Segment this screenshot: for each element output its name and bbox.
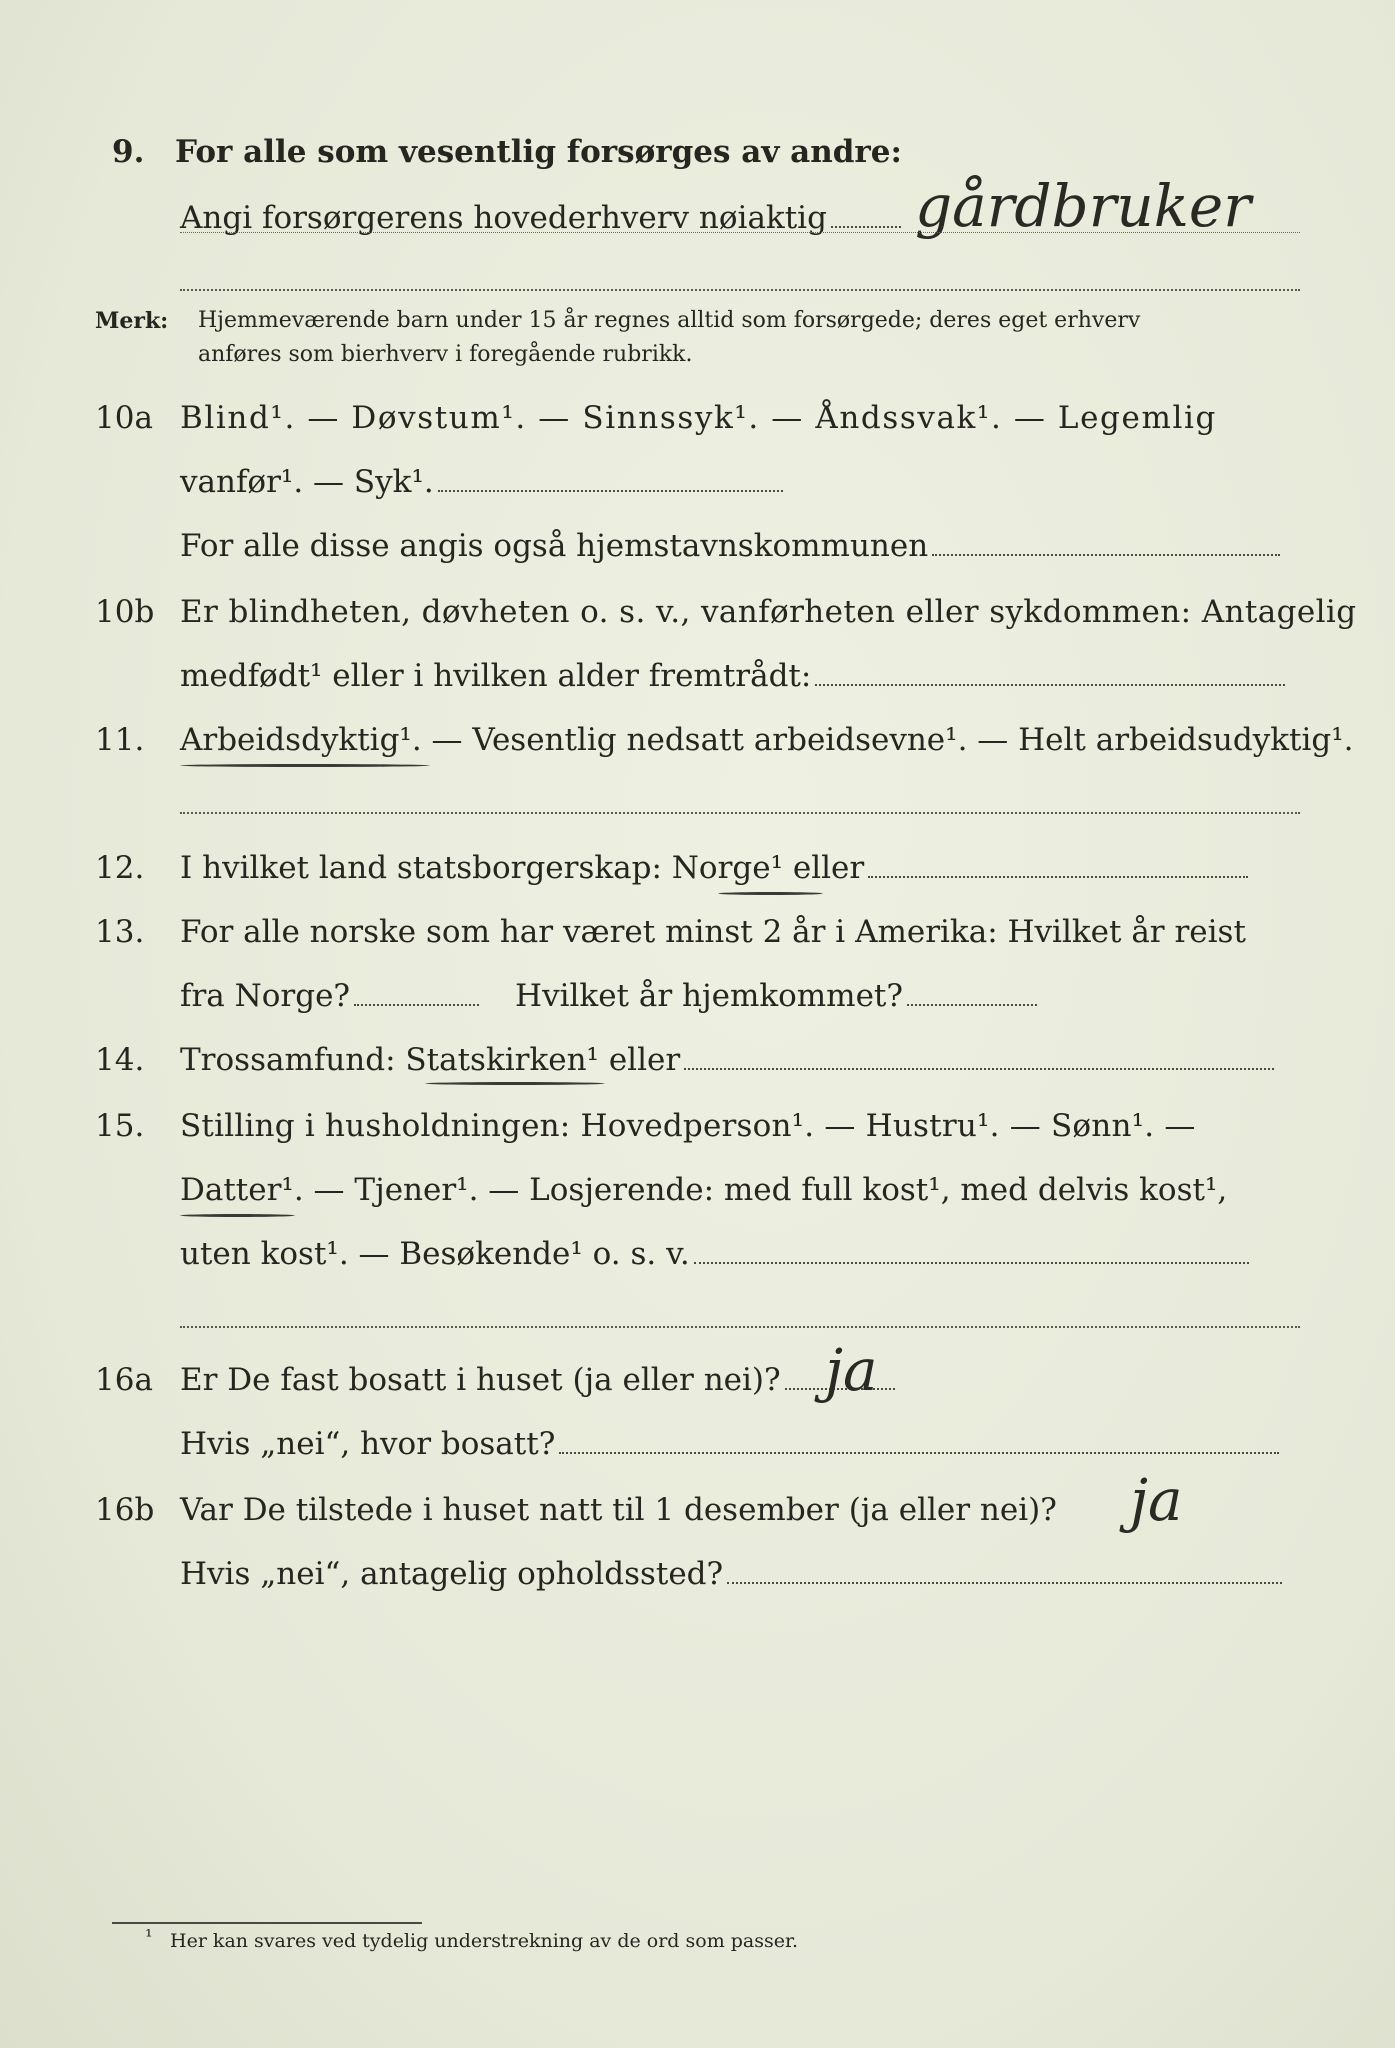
q10a-fill-hjemstavn xyxy=(932,550,1280,556)
merk-line1: Hjemmeværende barn under 15 år regnes alltid som forsørgede; deres eget erhverv xyxy=(198,308,1141,333)
q15-fill xyxy=(694,1258,1249,1264)
q11-line1: Arbeidsdyktig¹. — Vesentlig nedsatt arbeidsevne¹. — Helt arbeidsudyktig¹. xyxy=(180,722,1354,758)
q16a-handwritten-answer: ja xyxy=(825,1336,878,1404)
q16b-line1: Var De tilstede i huset natt til 1 desember (ja eller nei)? xyxy=(180,1492,1057,1528)
q16b-handwritten-answer: ja xyxy=(1130,1466,1183,1534)
q16a-line1-text: Er De fast bosatt i huset (ja eller nei)? xyxy=(180,1362,781,1398)
footnote-rule xyxy=(112,1922,422,1924)
q14-line1-text: Trossamfund: Statskirken¹ eller xyxy=(180,1042,681,1078)
q10b-line2 xyxy=(180,656,1285,696)
merk-line2: anføres som bierhverv i foregående rubrikk. xyxy=(198,342,693,367)
q15-rule xyxy=(180,1326,1300,1328)
q10a-fill-syk xyxy=(438,486,783,492)
q11-rule xyxy=(180,812,1300,814)
q10b-line1: Er blindheten, døvheten o. s. v., vanførheten eller sykdommen: Antagelig xyxy=(180,594,1357,630)
merk-label: Merk: xyxy=(95,308,169,334)
q16b-line2-text: Hvis „nei“, antagelig opholdssted? xyxy=(180,1556,724,1592)
q13-line2a: fra Norge? xyxy=(180,978,351,1014)
q15-line2: Datter¹. — Tjener¹. — Losjerende: med full kost¹, med delvis kost¹, xyxy=(180,1172,1228,1208)
q9-fill xyxy=(831,222,901,228)
q15-number: 15. xyxy=(95,1108,145,1144)
q12-line1 xyxy=(180,848,1248,888)
q10a-number: 10a xyxy=(95,400,153,436)
q16a-line2-text: Hvis „nei“, hvor bosatt? xyxy=(180,1426,556,1462)
q9-rule xyxy=(180,289,1300,291)
q16a-number: 16a xyxy=(95,1362,153,1398)
q12-line1-text: I hvilket land statsborgerskap: Norge¹ eller xyxy=(180,850,865,886)
q10a-line3 xyxy=(180,526,1280,566)
q9-answer-rule xyxy=(180,232,1300,233)
q13-fill-reist xyxy=(354,1000,479,1006)
q16a-line2 xyxy=(180,1424,1279,1464)
q15-line1: Stilling i husholdningen: Hovedperson¹. — Hustru¹. — Sønn¹. — xyxy=(180,1108,1196,1144)
q15-underline-datter xyxy=(180,1214,295,1217)
q10b-number: 10b xyxy=(95,594,155,630)
q15-line3 xyxy=(180,1234,1249,1274)
q12-fill xyxy=(868,872,1248,878)
q14-underline-statskirken xyxy=(425,1082,605,1085)
q14-number: 14. xyxy=(95,1042,145,1078)
q16b-line2 xyxy=(180,1554,1282,1594)
q11-underline-arbeidsdyktig xyxy=(180,764,430,767)
q15-line3-text: uten kost¹. — Besøkende¹ o. s. v. xyxy=(180,1236,690,1272)
footnote-mark: ¹ xyxy=(145,1926,153,1948)
q13-line2 xyxy=(180,976,1037,1016)
q10a-line2 xyxy=(180,462,783,502)
q9-number: 9. xyxy=(112,134,145,170)
q13-fill-hjemkommet xyxy=(907,1000,1037,1006)
q9-line2-text: Angi forsørgerens hovederhverv nøiaktig xyxy=(180,200,827,236)
q12-underline-norge xyxy=(718,892,823,895)
q16a-fill-bosatt xyxy=(559,1448,1279,1454)
q9-handwritten-answer: gårdbruker xyxy=(915,172,1251,240)
q13-number: 13. xyxy=(95,914,145,950)
q14-fill xyxy=(684,1064,1274,1070)
q13-line1: For alle norske som har været minst 2 år i Amerika: Hvilket år reist xyxy=(180,914,1246,950)
q16a-line1 xyxy=(180,1360,895,1400)
q10a-line3-text: For alle disse angis også hjemstavnskommunen xyxy=(180,528,929,564)
q13-line2b: Hvilket år hjemkommet? xyxy=(515,978,904,1014)
q10a-line1: Blind¹. — Døvstum¹. — Sinnssyk¹. — Åndssvak¹. — Legemlig xyxy=(180,400,1217,436)
q10a-line2-text: vanfør¹. — Syk¹. xyxy=(180,464,434,500)
q11-number: 11. xyxy=(95,722,145,758)
q12-number: 12. xyxy=(95,850,145,886)
q14-line1 xyxy=(180,1040,1274,1080)
q9-line1: For alle som vesentlig forsørges av andre: xyxy=(175,134,902,170)
q10b-fill xyxy=(815,680,1285,686)
footnote-text: Her kan svares ved tydelig understrekning av de ord som passer. xyxy=(170,1930,799,1952)
q10b-line2-text: medfødt¹ eller i hvilken alder fremtrådt: xyxy=(180,658,812,694)
q16b-number: 16b xyxy=(95,1492,155,1528)
q16b-fill xyxy=(727,1578,1282,1584)
